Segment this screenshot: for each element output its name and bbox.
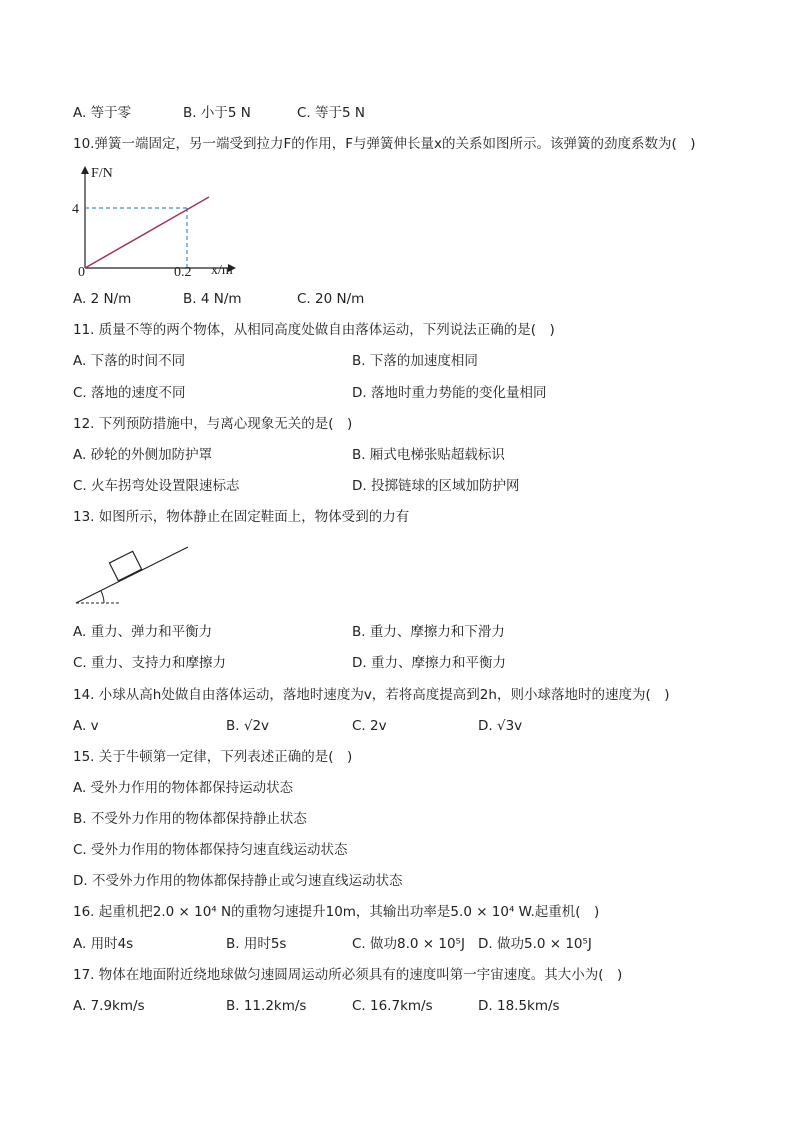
q16-option-a: A. 用时4s: [73, 936, 134, 952]
q11-option-c: C. 落地的速度不同: [73, 385, 186, 401]
q13-block: [109, 551, 141, 581]
q16-option-b: B. 用时5s: [226, 936, 287, 952]
q12-option-b: B. 厢式电梯张贴超载标识: [352, 447, 505, 463]
q13-option-a: A. 重力、弹力和平衡力: [73, 624, 213, 640]
q11-option-a: A. 下落的时间不同: [73, 353, 186, 369]
q14-stem: 14. 小球从高h处做自由落体运动，落地时速度为v，若将高度提高到2h，则小球落地时的速度为( ): [73, 687, 670, 703]
q10-x-axis-label: x/m: [211, 263, 233, 278]
q12-option-d: D. 投掷链球的区域加防护网: [352, 478, 520, 494]
q9-option-a: A. 等于零: [73, 105, 132, 121]
q10-y-tick-4: 4: [72, 202, 79, 217]
q13-option-c: C. 重力、支持力和摩擦力: [73, 655, 227, 671]
q10-option-c: C. 20 N/m: [297, 291, 365, 307]
q14-option-d: D. √3v: [478, 718, 523, 734]
q15-stem: 15. 关于牛顿第一定律，下列表述正确的是( ): [73, 749, 353, 765]
q15-option-c: C. 受外力作用的物体都保持匀速直线运动状态: [73, 842, 348, 858]
q14-option-b: B. √2v: [226, 718, 270, 734]
q17-option-b: B. 11.2km/s: [226, 998, 307, 1014]
q13-stem: 13. 如图所示，物体静止在固定鞋面上，物体受到的力有: [73, 509, 410, 525]
q16-option-c: C. 做功8.0 × 10⁵J: [352, 936, 465, 952]
q12-option-a: A. 砂轮的外侧加防护罩: [73, 447, 213, 463]
q16-option-d: D. 做功5.0 × 10⁵J: [478, 936, 592, 952]
q11-option-b: B. 下落的加速度相同: [352, 353, 478, 369]
q13-option-b: B. 重力、摩擦力和下滑力: [352, 624, 505, 640]
q9-option-b: B. 小于5 N: [183, 105, 251, 121]
q10-y-axis-label: F/N: [91, 166, 113, 181]
q12-option-c: C. 火车拐弯处设置限速标志: [73, 478, 240, 494]
q10-y-axis-arrow: [81, 166, 89, 174]
q10-force-extension-graph: [70, 160, 245, 280]
q10-stem: 10.弹簧一端固定，另一端受到拉力F的作用，F与弹簧伸长量x的关系如图所示。该弹簧的劲度系数为( ): [73, 136, 696, 152]
q14-option-c: C. 2v: [352, 718, 387, 734]
q10-origin-label: 0: [78, 265, 85, 280]
q13-incline-diagram: [72, 540, 197, 610]
q15-option-a: A. 受外力作用的物体都保持运动状态: [73, 780, 294, 796]
q17-stem: 17. 物体在地面附近绕地球做匀速圆周运动所必须具有的速度叫第一宇宙速度。其大小为( ): [73, 967, 623, 983]
q11-option-d: D. 落地时重力势能的变化量相同: [352, 385, 547, 401]
q17-option-d: D. 18.5km/s: [478, 998, 560, 1014]
q14-option-a: A. v: [73, 718, 99, 734]
q10-option-b: B. 4 N/m: [183, 291, 242, 307]
q15-option-b: B. 不受外力作用的物体都保持静止状态: [73, 811, 307, 827]
q11-stem: 11. 质量不等的两个物体，从相同高度处做自由落体运动，下列说法正确的是( ): [73, 322, 555, 338]
q17-option-a: A. 7.9km/s: [73, 998, 145, 1014]
q15-option-d: D. 不受外力作用的物体都保持静止或匀速直线运动状态: [73, 873, 403, 889]
q9-option-c: C. 等于5 N: [297, 105, 365, 121]
q10-data-line: [85, 197, 209, 268]
q12-stem: 12. 下列预防措施中，与离心现象无关的是( ): [73, 416, 353, 432]
q10-option-a: A. 2 N/m: [73, 291, 132, 307]
q13-angle-arc: [101, 591, 104, 603]
q10-x-tick-0-2: 0.2: [174, 265, 192, 280]
q13-option-d: D. 重力、摩擦力和平衡力: [352, 655, 506, 671]
q17-option-c: C. 16.7km/s: [352, 998, 433, 1014]
q16-stem: 16. 起重机把2.0 × 10⁴ N的重物匀速提升10m，其输出功率是5.0 × 10⁴ W.起重机( ): [73, 904, 600, 920]
